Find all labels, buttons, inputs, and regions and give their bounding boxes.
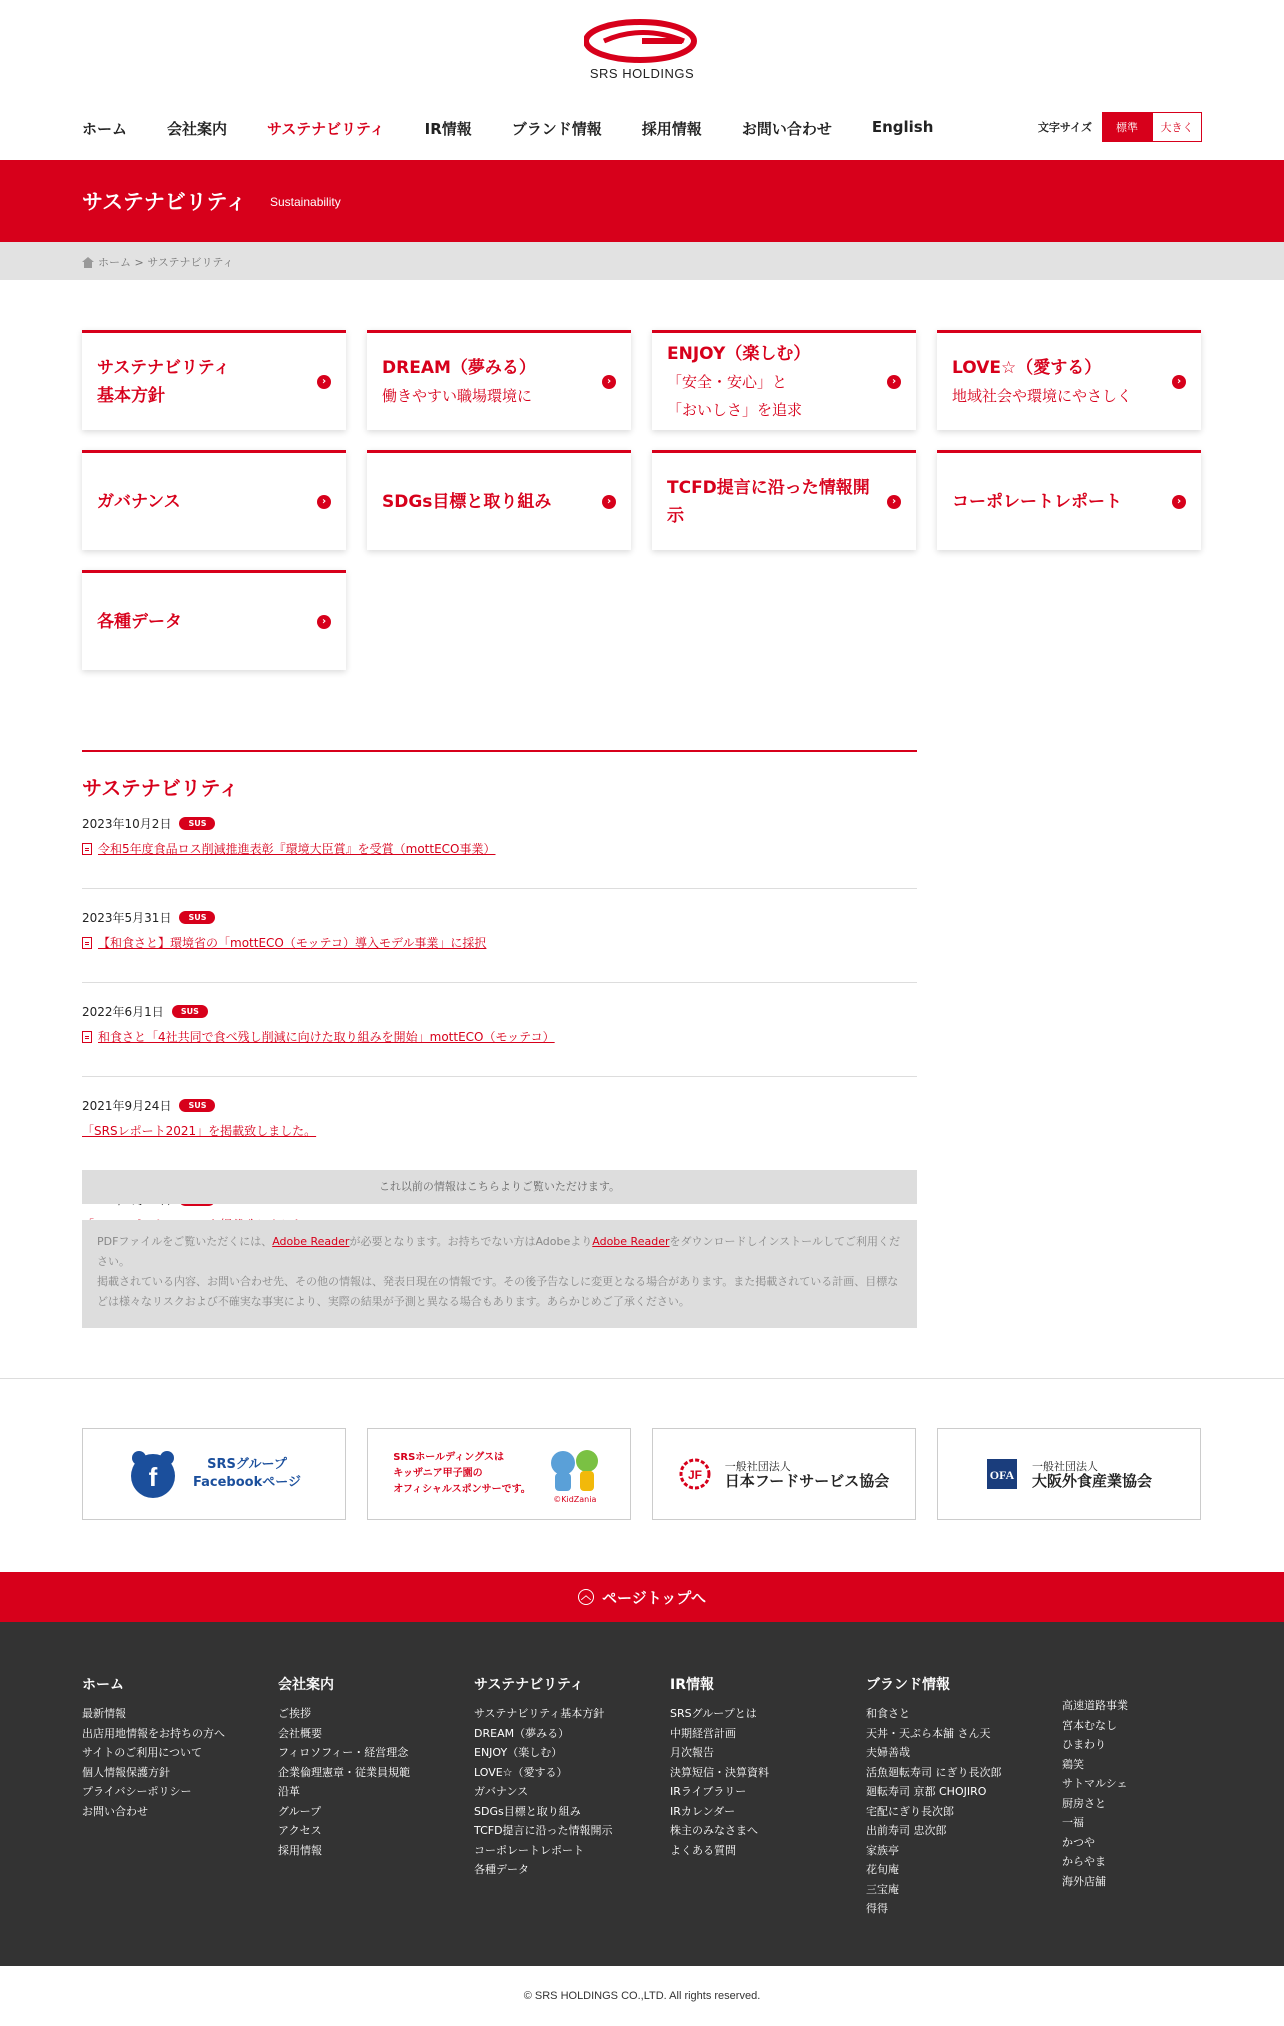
footer-link[interactable]: TCFD提言に沿った情報開示 <box>474 1824 613 1837</box>
menu-card-title: サステナビリティ 基本方針 <box>97 357 231 406</box>
footer-link[interactable]: 決算短信・決算資料 <box>670 1765 769 1779</box>
jf-big: 日本フードサービス協会 <box>724 1472 890 1490</box>
jf-small: 一般社団法人 <box>724 1460 791 1473</box>
news-title[interactable]: 「SRSレポート2021」を掲載致しました。 <box>82 1124 317 1138</box>
footer-link[interactable]: 出店用地情報をお持ちの方へ <box>82 1726 225 1740</box>
svg-text:JF: JF <box>687 1468 702 1482</box>
ofa-small: 一般社団法人 <box>1031 1460 1098 1473</box>
menu-card-7[interactable] <box>652 450 916 550</box>
menu-card-subtitle: 地域社会や環境にやさしく <box>952 386 1133 405</box>
news-item <box>82 909 917 983</box>
news-date-row <box>82 1097 917 1114</box>
category-badge: SUS <box>179 1099 215 1112</box>
menu-card-title: TCFD提言に沿った情報開示 <box>667 477 870 526</box>
footer-link[interactable]: 会社概要 <box>278 1726 322 1740</box>
home-icon[interactable] <box>82 257 94 268</box>
nav-brand[interactable]: ブランド情報 <box>511 120 602 138</box>
nav-contact[interactable]: お問い合わせ <box>741 120 832 138</box>
arrow-right-icon: › <box>317 495 331 509</box>
footer <box>0 1622 1284 1966</box>
arrow-right-icon: › <box>317 615 331 629</box>
footer-column <box>474 1674 613 1880</box>
pdf-note-text-a: PDFファイルをご覧いただくには、 <box>97 1235 273 1248</box>
pdf-note-text-c: をダウンロードしインストールしてご利用ください。 <box>97 1235 900 1268</box>
kidzania-characters-icon <box>545 1445 605 1495</box>
footer-link[interactable]: からやま <box>1062 1855 1106 1868</box>
menu-card-title: DREAM（夢みる） <box>382 357 536 378</box>
footer-link[interactable]: 各種データ <box>474 1863 529 1876</box>
footer-link[interactable]: IRカレンダー <box>670 1804 736 1818</box>
nav-ir[interactable]: IR情報 <box>424 120 472 138</box>
footer-link[interactable]: 企業倫理憲章・従業員規範 <box>278 1765 410 1779</box>
footer-link[interactable]: LOVE☆（愛する） <box>474 1765 568 1779</box>
menu-card-6[interactable] <box>367 450 631 550</box>
ofa-logo-icon <box>986 1458 1018 1490</box>
footer-link[interactable]: 採用情報 <box>278 1843 322 1857</box>
footer-link[interactable]: 宅配にぎり長次郎 <box>866 1804 954 1818</box>
footer-link[interactable]: かつや <box>1062 1835 1095 1849</box>
footer-column <box>1062 1696 1128 1891</box>
arrow-right-icon: › <box>1172 495 1186 509</box>
font-size-label: 文字サイズ <box>1037 121 1092 134</box>
category-badge: SUS <box>172 1005 208 1018</box>
arrow-right-icon: › <box>887 495 901 509</box>
page-top-label: ページトップへ <box>602 1588 706 1607</box>
menu-card-text <box>97 354 306 410</box>
news-link[interactable] <box>82 1028 917 1045</box>
menu-card-5[interactable] <box>82 450 346 550</box>
footer-link[interactable]: IRライブラリー <box>670 1785 747 1798</box>
footer-link[interactable]: 高速道路事業 <box>1062 1699 1128 1712</box>
ofa-banner-text <box>1032 1460 1152 1488</box>
category-badge: SUS <box>179 817 215 830</box>
footer-link[interactable]: 花旬庵 <box>866 1863 899 1876</box>
disclaimer-text: 掲載されている内容、お問い合わせ先、その他の情報は、発表日現在の情報です。その後予告なしに変更となる場合があります。また掲載されている計画、目標などは様々なリスクおよび不確実な事実により、実際の結果が予測と異なる場合もあります。あらかじめご了承ください。 <box>97 1275 899 1308</box>
footer-link[interactable]: 得得 <box>866 1902 888 1915</box>
pdf-icon <box>82 937 92 949</box>
menu-card-title: コーポレートレポート <box>952 491 1122 512</box>
jf-banner-text <box>725 1460 890 1488</box>
footer-link[interactable]: 株主のみなさまへ <box>670 1824 758 1837</box>
news-date-row <box>82 815 917 832</box>
footer-link[interactable]: 家族亭 <box>866 1843 899 1857</box>
news-date: 2022年6月1日 <box>82 1005 164 1019</box>
jf-logo-icon <box>679 1458 711 1490</box>
footer-link[interactable]: 一福 <box>1062 1816 1084 1829</box>
news-title[interactable]: 令和5年度食品ロス削減推進表彰『環境大臣賞』を受賞（mottECO事業） <box>98 842 496 856</box>
footer-link[interactable]: 廻転寿司 京都 CHOJIRO <box>866 1785 987 1798</box>
footer-link[interactable]: 月次報告 <box>670 1746 714 1759</box>
footer-link[interactable]: よくある質問 <box>670 1843 736 1857</box>
footer-column-heading[interactable]: サステナビリティ <box>474 1677 584 1693</box>
menu-card-text <box>952 354 1161 410</box>
footer-column-heading[interactable]: ブランド情報 <box>866 1677 950 1693</box>
chevron-up-icon: ︿ <box>578 1589 594 1605</box>
news-date-row <box>82 1003 917 1020</box>
footer-link[interactable]: ENJOY（楽しむ） <box>474 1746 563 1759</box>
page-top-button[interactable] <box>0 1572 1284 1622</box>
menu-card-subtitle: 「安全・安心」と 「おいしさ」を追求 <box>667 372 803 419</box>
footer-link[interactable]: 中期経営計画 <box>670 1726 736 1740</box>
news-title[interactable]: 和食さと「4社共同で食べ残し削減に向けた取り組みを開始」mottECO（モッテコ） <box>98 1030 555 1044</box>
news-date: 2023年10月2日 <box>82 817 172 831</box>
news-link[interactable] <box>82 840 917 857</box>
pdf-icon <box>82 843 92 855</box>
footer-column <box>82 1674 225 1821</box>
footer-link[interactable]: 鶏笑 <box>1062 1757 1084 1771</box>
disclaimer-note <box>82 1220 917 1328</box>
srs-logo-icon <box>584 18 700 64</box>
footer-column-heading[interactable]: ホーム <box>82 1677 124 1693</box>
footer-link[interactable]: 夫婦善哉 <box>866 1746 910 1759</box>
divider <box>0 1378 1284 1379</box>
footer-link[interactable]: 海外店舗 <box>1062 1874 1106 1888</box>
footer-link[interactable]: フィロソフィー・経営理念 <box>278 1746 409 1759</box>
news-date: 2023年5月31日 <box>82 911 172 925</box>
logo-text: SRS HOLDINGS <box>589 66 695 81</box>
page-subtitle: Sustainability <box>270 195 341 209</box>
menu-card-text <box>382 354 591 410</box>
ofa-banner[interactable] <box>937 1428 1201 1520</box>
news-link[interactable] <box>82 1122 917 1139</box>
footer-column-heading[interactable]: 会社案内 <box>278 1677 334 1693</box>
menu-card-title: SDGs目標と取り組み <box>382 491 552 512</box>
footer-link[interactable]: サステナビリティ基本方針 <box>474 1707 605 1720</box>
footer-column <box>866 1674 1002 1919</box>
footer-link[interactable]: 最新情報 <box>82 1707 126 1720</box>
arrow-right-icon: › <box>602 375 616 389</box>
jf-banner[interactable] <box>652 1428 916 1520</box>
breadcrumb <box>0 242 1284 280</box>
footer-column-heading[interactable]: IR情報 <box>670 1677 714 1693</box>
news-link[interactable] <box>82 934 917 951</box>
nav-sustainability[interactable]: サステナビリティ <box>267 120 385 138</box>
more-news-link[interactable]: これ以前の情報はこちらよりご覧いただけます。 <box>82 1170 917 1204</box>
footer-link[interactable]: アクセス <box>278 1824 322 1837</box>
adobe-reader-link-2[interactable]: Adobe Reader <box>592 1235 670 1248</box>
menu-card-subtitle: 働きやすい職場環境に <box>382 386 533 405</box>
page-title: サステナビリティ <box>82 190 247 214</box>
kidzania-banner[interactable] <box>367 1428 631 1520</box>
facebook-bear-icon <box>127 1448 179 1500</box>
news-item <box>82 1097 917 1171</box>
footer-link[interactable]: ご挨拶 <box>278 1707 311 1720</box>
font-size-standard-button[interactable]: 標準 <box>1102 112 1152 142</box>
kidzania-credit: ©KidZania <box>553 1494 597 1504</box>
footer-link[interactable]: 厨房さと <box>1062 1796 1106 1810</box>
footer-link[interactable]: ガバナンス <box>474 1785 529 1798</box>
menu-card-title: ガバナンス <box>97 491 181 512</box>
footer-link[interactable]: 和食さと <box>866 1707 910 1720</box>
menu-card-title: 各種データ <box>97 611 182 632</box>
footer-link[interactable]: コーポレートレポート <box>474 1843 584 1857</box>
footer-column <box>670 1674 769 1860</box>
menu-card-2[interactable] <box>367 330 631 430</box>
svg-text:OFA: OFA <box>989 1468 1015 1482</box>
font-size-switcher <box>1038 112 1202 142</box>
footer-link[interactable]: サイトのご利用について <box>82 1746 203 1759</box>
menu-card-text <box>667 340 876 424</box>
page-header-banner <box>0 160 1284 242</box>
footer-link[interactable]: 出前寿司 忠次郎 <box>866 1824 947 1837</box>
nav-recruit[interactable]: 採用情報 <box>641 120 702 138</box>
arrow-right-icon: › <box>602 495 616 509</box>
footer-link[interactable]: グループ <box>278 1804 322 1818</box>
category-badge: SUS <box>179 911 215 924</box>
copyright: © SRS HOLDINGS CO.,LTD. All rights reserved. <box>0 1966 1284 2026</box>
arrow-right-icon: › <box>317 375 331 389</box>
menu-card-3[interactable] <box>652 330 916 430</box>
menu-card-title: LOVE☆（愛する） <box>952 357 1102 378</box>
menu-card-8[interactable] <box>937 450 1201 550</box>
footer-link[interactable]: サトマルシェ <box>1062 1777 1128 1790</box>
facebook-banner-text: SRSグループ Facebookページ <box>193 1457 301 1490</box>
nav-english[interactable]: English <box>871 118 934 136</box>
news-date-row <box>82 909 917 926</box>
site-logo[interactable] <box>0 18 1284 81</box>
footer-link[interactable]: 三宝庵 <box>866 1882 899 1896</box>
footer-link[interactable]: 個人情報保護方針 <box>82 1765 170 1779</box>
menu-card-text <box>97 608 306 636</box>
footer-link[interactable]: 活魚廻転寿司 にぎり長次郎 <box>866 1765 1002 1779</box>
pdf-note-text-b: が必要となります。お持ちでない方はAdobeより <box>349 1235 593 1248</box>
adobe-reader-link-1[interactable]: Adobe Reader <box>272 1235 350 1248</box>
footer-column <box>278 1674 410 1860</box>
footer-link[interactable]: SDGs目標と取り組み <box>474 1804 581 1818</box>
font-size-large-button[interactable]: 大きく <box>1152 112 1202 142</box>
footer-link[interactable]: 天丼・天ぷら本舗 さん天 <box>866 1726 991 1740</box>
menu-card-text <box>382 488 591 516</box>
news-heading: サステナビリティ <box>82 776 239 800</box>
kidzania-banner-text: SRSホールディングスは キッザニア甲子園の オフィシャルスポンサーです。 <box>393 1452 531 1495</box>
pdf-icon <box>82 1031 92 1043</box>
footer-link[interactable]: DREAM（夢みる） <box>474 1726 570 1740</box>
menu-card-1[interactable] <box>82 330 346 430</box>
menu-card-text <box>97 488 306 516</box>
pdf-note <box>97 1232 902 1272</box>
nav-home[interactable]: ホーム <box>82 120 128 138</box>
footer-link[interactable]: SRSグループとは <box>670 1707 757 1720</box>
svg-text:f: f <box>148 1462 158 1492</box>
facebook-banner[interactable] <box>82 1428 346 1520</box>
arrow-right-icon: › <box>1172 375 1186 389</box>
footer-link[interactable]: お問い合わせ <box>82 1804 148 1818</box>
menu-card-4[interactable] <box>937 330 1201 430</box>
footer-link[interactable]: プライバシーポリシー <box>82 1785 192 1798</box>
news-title[interactable]: 【和食さと】環境省の「mottECO（モッテコ）導入モデル事業」に採択 <box>98 936 487 950</box>
news-item <box>82 815 917 889</box>
news-date: 2021年9月24日 <box>82 1099 172 1113</box>
menu-card-title: ENJOY（楽しむ） <box>667 343 811 364</box>
menu-card-9[interactable] <box>82 570 346 670</box>
news-item <box>82 1003 917 1077</box>
footer-link[interactable]: ひまわり <box>1062 1738 1106 1751</box>
arrow-right-icon: › <box>887 375 901 389</box>
footer-link[interactable]: 沿革 <box>278 1785 300 1798</box>
nav-company[interactable]: 会社案内 <box>167 120 228 138</box>
breadcrumb-text[interactable]: ホーム > サステナビリティ <box>98 256 234 269</box>
menu-card-text <box>667 474 876 530</box>
menu-card-text <box>952 488 1161 516</box>
footer-link[interactable]: 宮本むなし <box>1062 1718 1117 1732</box>
ofa-big: 大阪外食産業協会 <box>1031 1472 1152 1490</box>
global-nav <box>82 118 973 139</box>
